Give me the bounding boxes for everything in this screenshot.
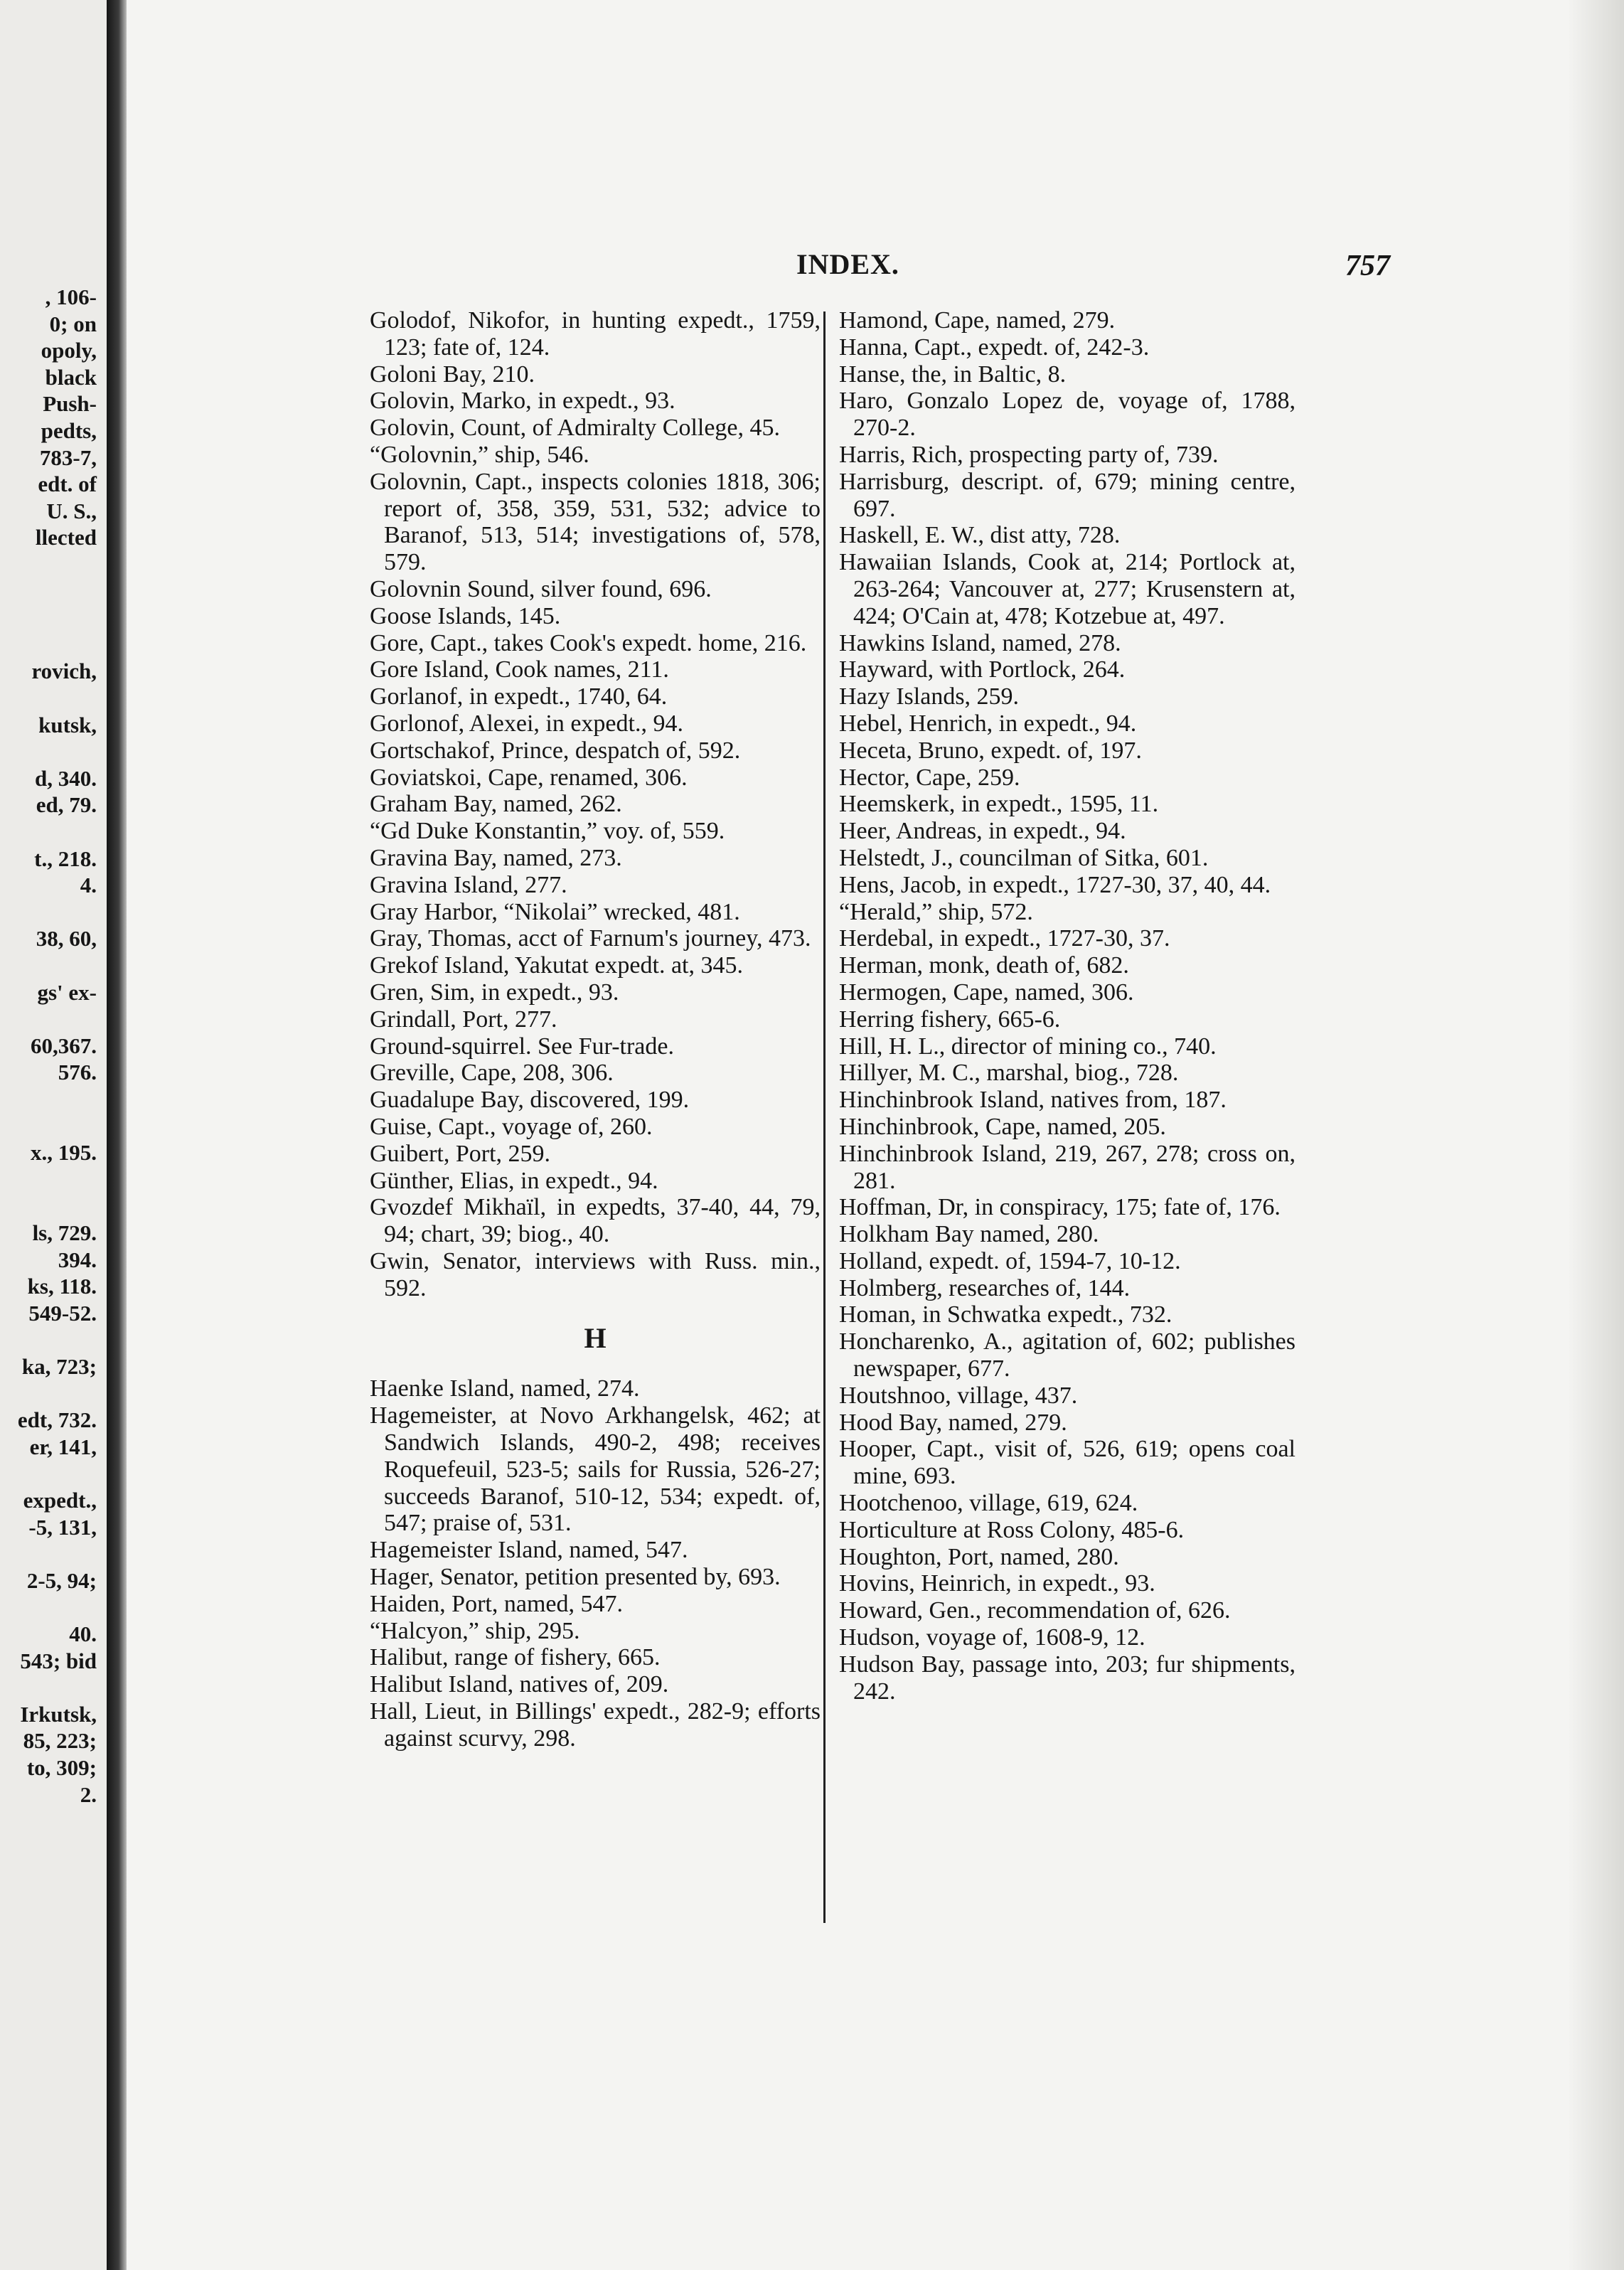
index-entry: Gorlanof, in expedt., 1740, 64. — [370, 683, 668, 710]
index-entry: Hager, Senator, petition presented by, 693. — [370, 1564, 781, 1591]
index-entry: Gren, Sim, in expedt., 93. — [370, 979, 619, 1006]
index-entry: Hinchinbrook, Cape, named, 205. — [839, 1113, 1166, 1140]
page-right-margin — [1567, 0, 1624, 2270]
index-entry: Heceta, Bruno, expedt. of, 197. — [839, 737, 1142, 764]
index-entry: Hillyer, M. C., marshal, biog., 728. — [839, 1060, 1179, 1087]
facing-page-fragment: to, 309; — [26, 1755, 97, 1780]
index-entry: Gortschakof, Prince, despatch of, 592. — [370, 737, 741, 764]
index-entry: Guise, Capt., voyage of, 260. — [370, 1113, 653, 1140]
index-entry: Honcharenko, A., agitation of, 602; publishes newspaper, 677. — [839, 1328, 1296, 1382]
index-entry: Hinchinbrook Island, 219, 267, 278; cross on, 281. — [839, 1140, 1296, 1194]
index-entry: Gwin, Senator, interviews with Russ. min., 592. — [370, 1247, 821, 1301]
index-entry: Guadalupe Bay, discovered, 199. — [370, 1087, 690, 1114]
facing-page-fragment: black — [45, 364, 97, 390]
index-entry: Horticulture at Ross Colony, 485-6. — [839, 1516, 1185, 1543]
index-entry: Gorlonof, Alexei, in expedt., 94. — [370, 710, 683, 737]
index-entry: Golovnin Sound, silver found, 696. — [370, 575, 712, 602]
index-entry: Houghton, Port, named, 280. — [839, 1543, 1119, 1570]
facing-page-fragment: 2. — [80, 1781, 97, 1807]
index-entry: Golodof, Nikofor, in hunting expedt., 1759, 123; fate of, 124. — [370, 307, 821, 361]
index-entry: Hens, Jacob, in expedt., 1727-30, 37, 40, 44. — [839, 871, 1271, 898]
index-entry: Holmberg, researches of, 144. — [839, 1274, 1131, 1301]
facing-page-fragment: 549-52. — [28, 1300, 97, 1326]
index-entry: Hanna, Capt., expedt. of, 242-3. — [839, 334, 1150, 361]
index-entry: Golovin, Marko, in expedt., 93. — [370, 388, 675, 415]
index-entry: Hagemeister, at Novo Arkhangelsk, 462; at Sandwich Islands, 490-2, 498; receives Roquefeuil, 523-5; sails for Russia, 526-27; succeeds Baranof, 510-12, 534; expedt. of, 547; praise of, 531. — [370, 1402, 821, 1537]
facing-page-fragment: llected — [35, 525, 97, 550]
index-entry: Grekof Island, Yakutat expedt. at, 345. — [370, 952, 744, 979]
index-entry: Hooper, Capt., visit of, 526, 619; opens coal mine, 693. — [839, 1436, 1296, 1490]
facing-page-fragment: edt. of — [38, 471, 97, 497]
facing-page-fragment: 783-7, — [39, 444, 97, 470]
index-entry: Gore, Capt., takes Cook's expedt. home, 216. — [370, 629, 807, 656]
facing-page-fragment: expedt., — [23, 1488, 97, 1513]
facing-page-fragment: rovich, — [31, 659, 97, 684]
index-entry: “Halcyon,” ship, 295. — [370, 1617, 580, 1644]
index-entry: Hebel, Henrich, in expedt., 94. — [839, 710, 1137, 737]
index-entry: Hawkins Island, named, 278. — [839, 629, 1121, 656]
index-entry: Hudson Bay, passage into, 203; fur shipments, 242. — [839, 1651, 1296, 1705]
index-entry: Heemskerk, in expedt., 1595, 11. — [839, 791, 1159, 818]
facing-page-fragment: gs' ex- — [37, 979, 97, 1005]
index-entry: “Gd Duke Konstantin,” voy. of, 559. — [370, 818, 725, 845]
index-entry: Holkham Bay named, 280. — [839, 1221, 1099, 1248]
index-entry: Harrisburg, descript. of, 679; mining centre, 697. — [839, 468, 1296, 522]
facing-page-fragment: er, 141, — [29, 1434, 97, 1459]
index-entry: Graham Bay, named, 262. — [370, 791, 622, 818]
facing-page-fragment: U. S., — [46, 498, 97, 523]
index-entry: Ground-squirrel. See Fur-trade. — [370, 1033, 674, 1060]
facing-page-fragment: ks, 118. — [27, 1274, 97, 1299]
facing-page-fragment: 576. — [58, 1060, 97, 1085]
index-entry: Goloni Bay, 210. — [370, 361, 535, 388]
index-entry: Howard, Gen., recommendation of, 626. — [839, 1597, 1231, 1624]
index-entry: Gray Harbor, “Nikolai” wrecked, 481. — [370, 898, 740, 925]
index-entry: Hood Bay, named, 279. — [839, 1409, 1067, 1436]
facing-page-fragment: -5, 131, — [28, 1514, 97, 1540]
index-entry: Gore Island, Cook names, 211. — [370, 656, 669, 683]
index-entry: Gravina Island, 277. — [370, 871, 567, 898]
facing-page-fragment: 2-5, 94; — [26, 1567, 97, 1593]
index-entry: Herdebal, in expedt., 1727-30, 37. — [839, 925, 1170, 952]
facing-page-fragment: x., 195. — [31, 1140, 97, 1166]
index-entry: Holland, expedt. of, 1594-7, 10-12. — [839, 1247, 1181, 1274]
index-entry: Herman, monk, death of, 682. — [839, 952, 1129, 979]
index-entry: Hector, Cape, 259. — [839, 764, 1020, 791]
facing-page-fragment: kutsk, — [38, 712, 97, 737]
column-rule — [823, 311, 826, 1923]
index-entry: Gravina Bay, named, 273. — [370, 844, 622, 871]
facing-page-fragment: 543; bid — [20, 1648, 97, 1673]
page-number: 757 — [1345, 250, 1390, 282]
index-column-left — [370, 307, 821, 1752]
index-column-right — [839, 307, 1296, 1705]
index-entry: Hawaiian Islands, Cook at, 214; Portlock at, 263-264; Vancouver at, 277; Krusenstern at, 424; O'Cain at, 478; Kotzebue at, 497. — [839, 549, 1296, 629]
facing-page-fragment: Push- — [43, 391, 97, 417]
index-entry: Halibut Island, natives of, 209. — [370, 1671, 669, 1698]
facing-page-fragment: Irkutsk, — [20, 1701, 97, 1727]
book-gutter — [107, 0, 127, 2270]
index-entry: Haskell, E. W., dist atty, 728. — [839, 522, 1121, 549]
index-entry: Hayward, with Portlock, 264. — [839, 656, 1126, 683]
facing-page-fragment: ls, 729. — [32, 1220, 97, 1245]
facing-page-fragment: pedts, — [41, 418, 97, 443]
index-entry: Hinchinbrook Island, natives from, 187. — [839, 1087, 1227, 1114]
facing-page-fragment: 40. — [69, 1621, 97, 1646]
index-entry: Golovin, Count, of Admiralty College, 45. — [370, 415, 781, 442]
index-entry: “Golovnin,” ship, 546. — [370, 441, 589, 468]
facing-page-fragment: opoly, — [41, 338, 97, 363]
index-entry: Hanse, the, in Baltic, 8. — [839, 361, 1067, 388]
index-entry: Hagemeister Island, named, 547. — [370, 1537, 688, 1564]
index-entry: Hazy Islands, 259. — [839, 683, 1020, 710]
facing-page-fragment: 38, 60, — [36, 926, 97, 952]
section-letter: H — [584, 1322, 607, 1355]
index-entry: Haro, Gonzalo Lopez de, voyage of, 1788, 270-2. — [839, 388, 1296, 442]
facing-page-fragment: d, 340. — [35, 765, 97, 791]
index-entry: Halibut, range of fishery, 665. — [370, 1644, 661, 1671]
index-entry: Hovins, Heinrich, in expedt., 93. — [839, 1570, 1155, 1597]
index-entry: Haiden, Port, named, 547. — [370, 1590, 623, 1617]
index-entry: Hamond, Cape, named, 279. — [839, 307, 1116, 334]
index-entry: Hill, H. L., director of mining co., 740. — [839, 1033, 1217, 1060]
index-entry: Herring fishery, 665-6. — [839, 1006, 1061, 1033]
facing-page-fragment: 0; on — [49, 311, 97, 336]
facing-page-fragments — [0, 284, 107, 1991]
index-entry: Gray, Thomas, acct of Farnum's journey, 473. — [370, 925, 811, 952]
index-entry: Helstedt, J., councilman of Sitka, 601. — [839, 844, 1209, 871]
facing-page-fragment: 4. — [80, 873, 97, 898]
index-entry: Houtshnoo, village, 437. — [839, 1382, 1078, 1409]
facing-page-fragment: t., 218. — [34, 846, 97, 871]
facing-page-fragment: , 106- — [45, 284, 97, 309]
facing-page-fragment: edt, 732. — [17, 1407, 97, 1433]
index-entry: Hudson, voyage of, 1608-9, 12. — [839, 1624, 1145, 1651]
facing-page-fragment: 60,367. — [31, 1033, 97, 1058]
index-entry: Homan, in Schwatka expedt., 732. — [839, 1301, 1172, 1328]
index-entry: Grindall, Port, 277. — [370, 1006, 557, 1033]
facing-page-fragment: 85, 223; — [23, 1728, 97, 1754]
facing-page-fragment: ka, 723; — [21, 1354, 97, 1379]
index-entry: Günther, Elias, in expedt., 94. — [370, 1167, 658, 1194]
index-entry: “Herald,” ship, 572. — [839, 898, 1033, 925]
index-entry: Greville, Cape, 208, 306. — [370, 1060, 614, 1087]
index-entry: Harris, Rich, prospecting party of, 739. — [839, 441, 1219, 468]
index-entry: Goviatskoi, Cape, renamed, 306. — [370, 764, 688, 791]
index-entry: Heer, Andreas, in expedt., 94. — [839, 818, 1126, 845]
index-entry: Guibert, Port, 259. — [370, 1140, 551, 1167]
index-entry: Hall, Lieut, in Billings' expedt., 282-9; efforts against scurvy, 298. — [370, 1698, 821, 1752]
index-entry: Hootchenoo, village, 619, 624. — [839, 1490, 1138, 1517]
index-entry: Goose Islands, 145. — [370, 602, 561, 629]
index-entry: Hoffman, Dr, in conspiracy, 175; fate of, 176. — [839, 1194, 1281, 1221]
facing-page-fragment: 394. — [58, 1247, 97, 1272]
index-entry: Golovnin, Capt., inspects colonies 1818, 306; report of, 358, 359, 531, 532; advice to Baranof, 513, 514; investigations of, 578, 579. — [370, 468, 821, 576]
running-head: INDEX. — [796, 248, 899, 280]
index-entry: Gvozdef Mikhaïl, in expedts, 37-40, 44, 79, 94; chart, 39; biog., 40. — [370, 1194, 821, 1248]
index-entry: Hermogen, Cape, named, 306. — [839, 979, 1134, 1006]
facing-page-fragment: ed, 79. — [36, 792, 97, 818]
index-entry: Haenke Island, named, 274. — [370, 1375, 640, 1402]
